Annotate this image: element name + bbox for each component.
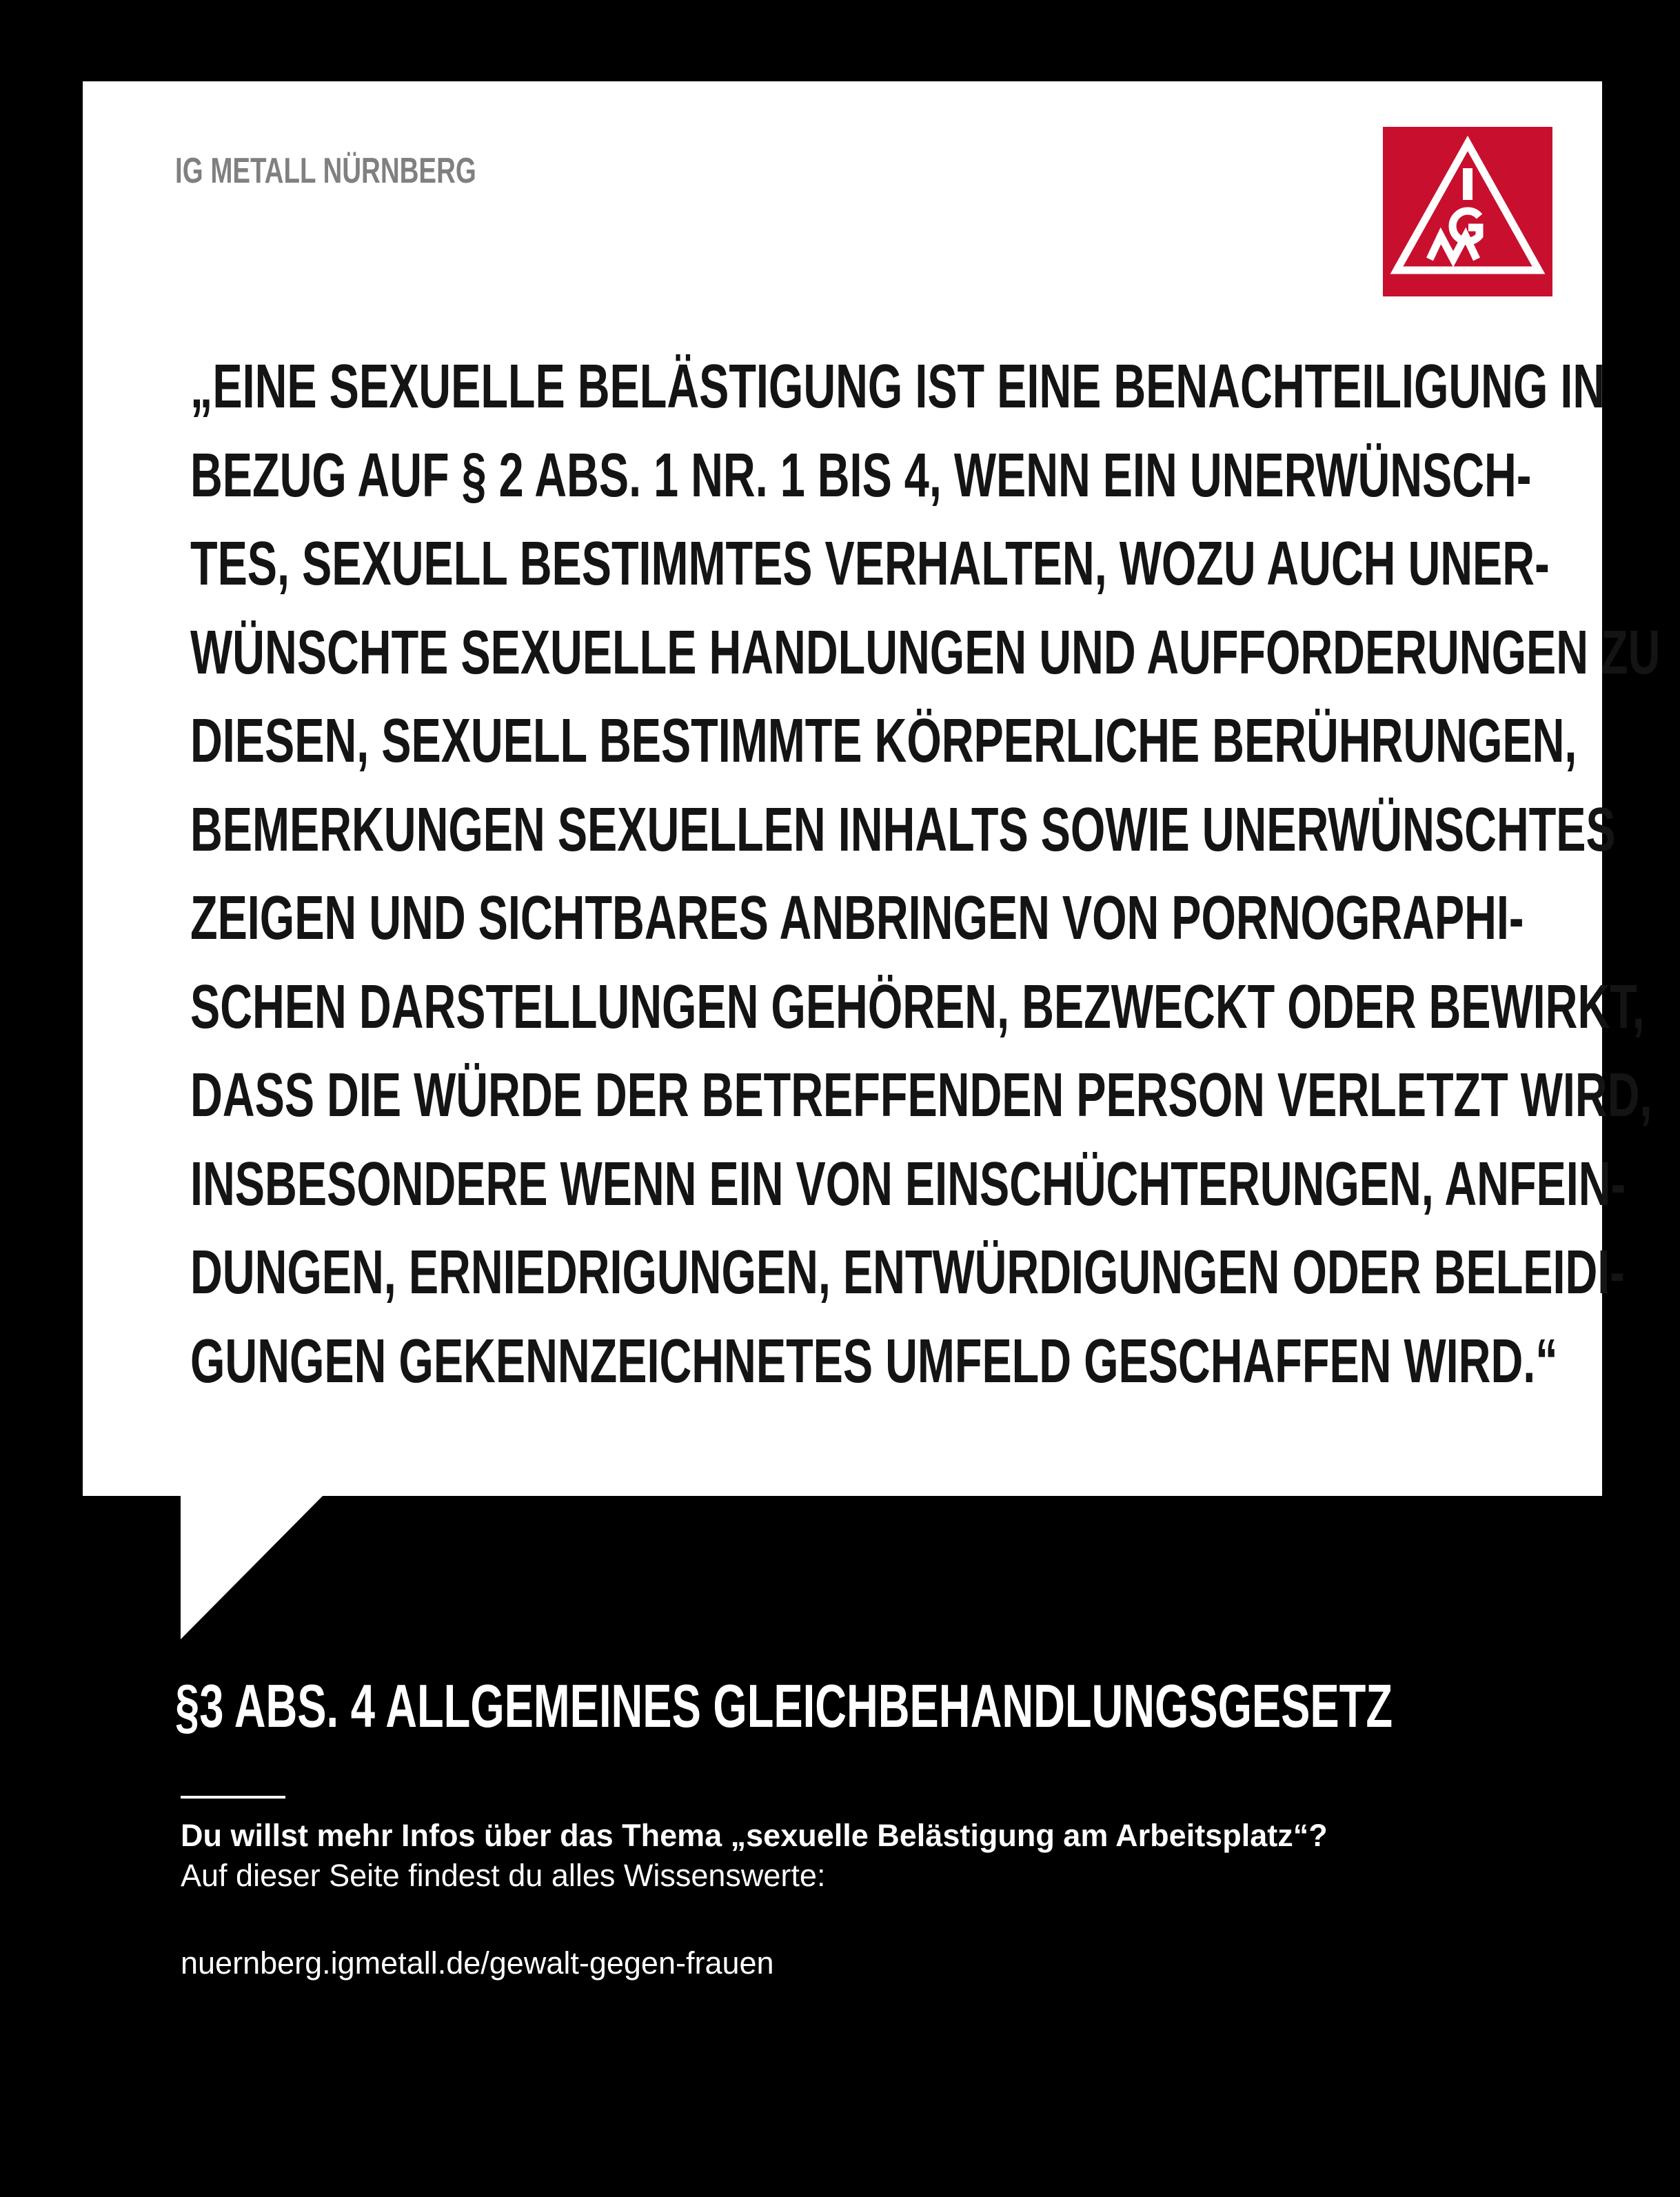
quote-text xyxy=(190,343,1661,1406)
quote-line: SCHEN DARSTELLUNGEN GEHÖREN, BEZWECKT ODER BEWIRKT, xyxy=(190,972,1645,1042)
quote-line: BEMERKUNGEN SEXUELLEN INHALTS SOWIE UNERWÜNSCHTES xyxy=(190,795,1616,864)
quote-line: WÜNSCHTE SEXUELLE HANDLUNGEN UND AUFFORDERUNGEN ZU xyxy=(190,618,1661,687)
quote-line: DASS DIE WÜRDE DER BETREFFENDEN PERSON VERLETZT WIRD, xyxy=(190,1061,1652,1130)
divider xyxy=(181,1796,285,1799)
info-url-link[interactable]: nuernberg.igmetall.de/gewalt-gegen-frauen xyxy=(181,1945,774,1981)
law-source-heading: §3 ABS. 4 ALLGEMEINES GLEICHBEHANDLUNGSGESETZ xyxy=(175,1672,1393,1740)
quote-line: TES, SEXUELL BESTIMMTES VERHALTEN, WOZU AUCH UNER- xyxy=(190,529,1550,598)
quote-line: DIESEN, SEXUELL BESTIMMTE KÖRPERLICHE BERÜHRUNGEN, xyxy=(190,707,1577,776)
quote-line: GUNGEN GEKENNZEICHNETES UMFELD GESCHAFFEN WIRD.“ xyxy=(190,1326,1558,1396)
quote-line: „EINE SEXUELLE BELÄSTIGUNG IST EINE BENACHTEILIGUNG IN xyxy=(190,352,1606,421)
quote-line: DUNGEN, ERNIEDRIGUNGEN, ENTWÜRDIGUNGEN ODER BELEIDI- xyxy=(190,1238,1625,1307)
org-name: IG METALL NÜRNBERG xyxy=(175,151,476,191)
info-question: Du willst mehr Infos über das Thema „sexuelle Belästigung am Arbeitsplatz“? xyxy=(181,1818,1328,1853)
quote-line: ZEIGEN UND SICHTBARES ANBRINGEN VON PORNOGRAPHI- xyxy=(190,884,1524,953)
quote-line: INSBESONDERE WENN EIN VON EINSCHÜCHTERUNGEN, ANFEIN- xyxy=(190,1149,1626,1219)
info-description: Auf dieser Seite findest du alles Wissenswerte: xyxy=(181,1858,826,1893)
igm-logo xyxy=(1383,127,1552,296)
quote-line: BEZUG AUF § 2 ABS. 1 NR. 1 BIS 4, WENN EIN UNERWÜNSCH- xyxy=(190,441,1532,510)
